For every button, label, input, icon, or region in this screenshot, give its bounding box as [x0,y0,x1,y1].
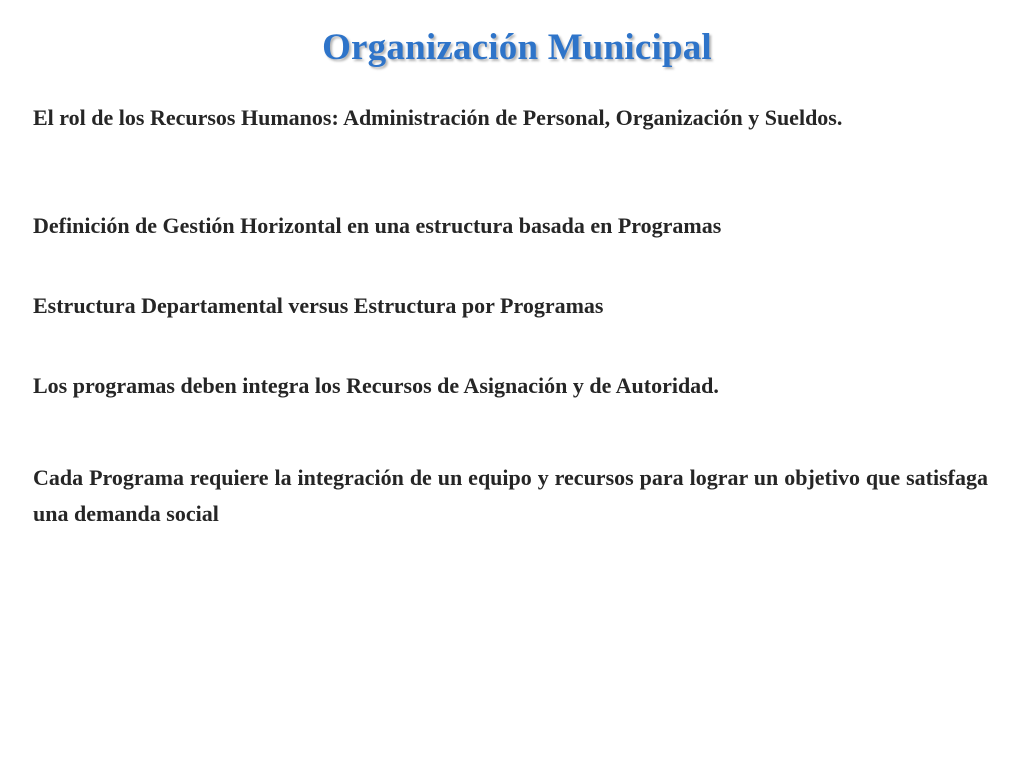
paragraph-recursos-humanos: El rol de los Recursos Humanos: Administración de Personal, Organización y Sueldos. [33,105,843,130]
paragraph-gestion-horizontal: Definición de Gestión Horizontal en una estructura basada en Programas [33,213,722,238]
paragraph-programas-recursos: Los programas deben integra los Recursos de Asignación y de Autoridad. [33,373,719,398]
slide-title: Organización Municipal [322,27,712,68]
paragraph-cada-programa: Cada Programa requiere la integración de un equipo y recursos para lograr un objetivo que satisfaga una demanda social [33,465,988,526]
paragraph-estructura-departamental: Estructura Departamental versus Estructura por Programas [33,293,604,318]
